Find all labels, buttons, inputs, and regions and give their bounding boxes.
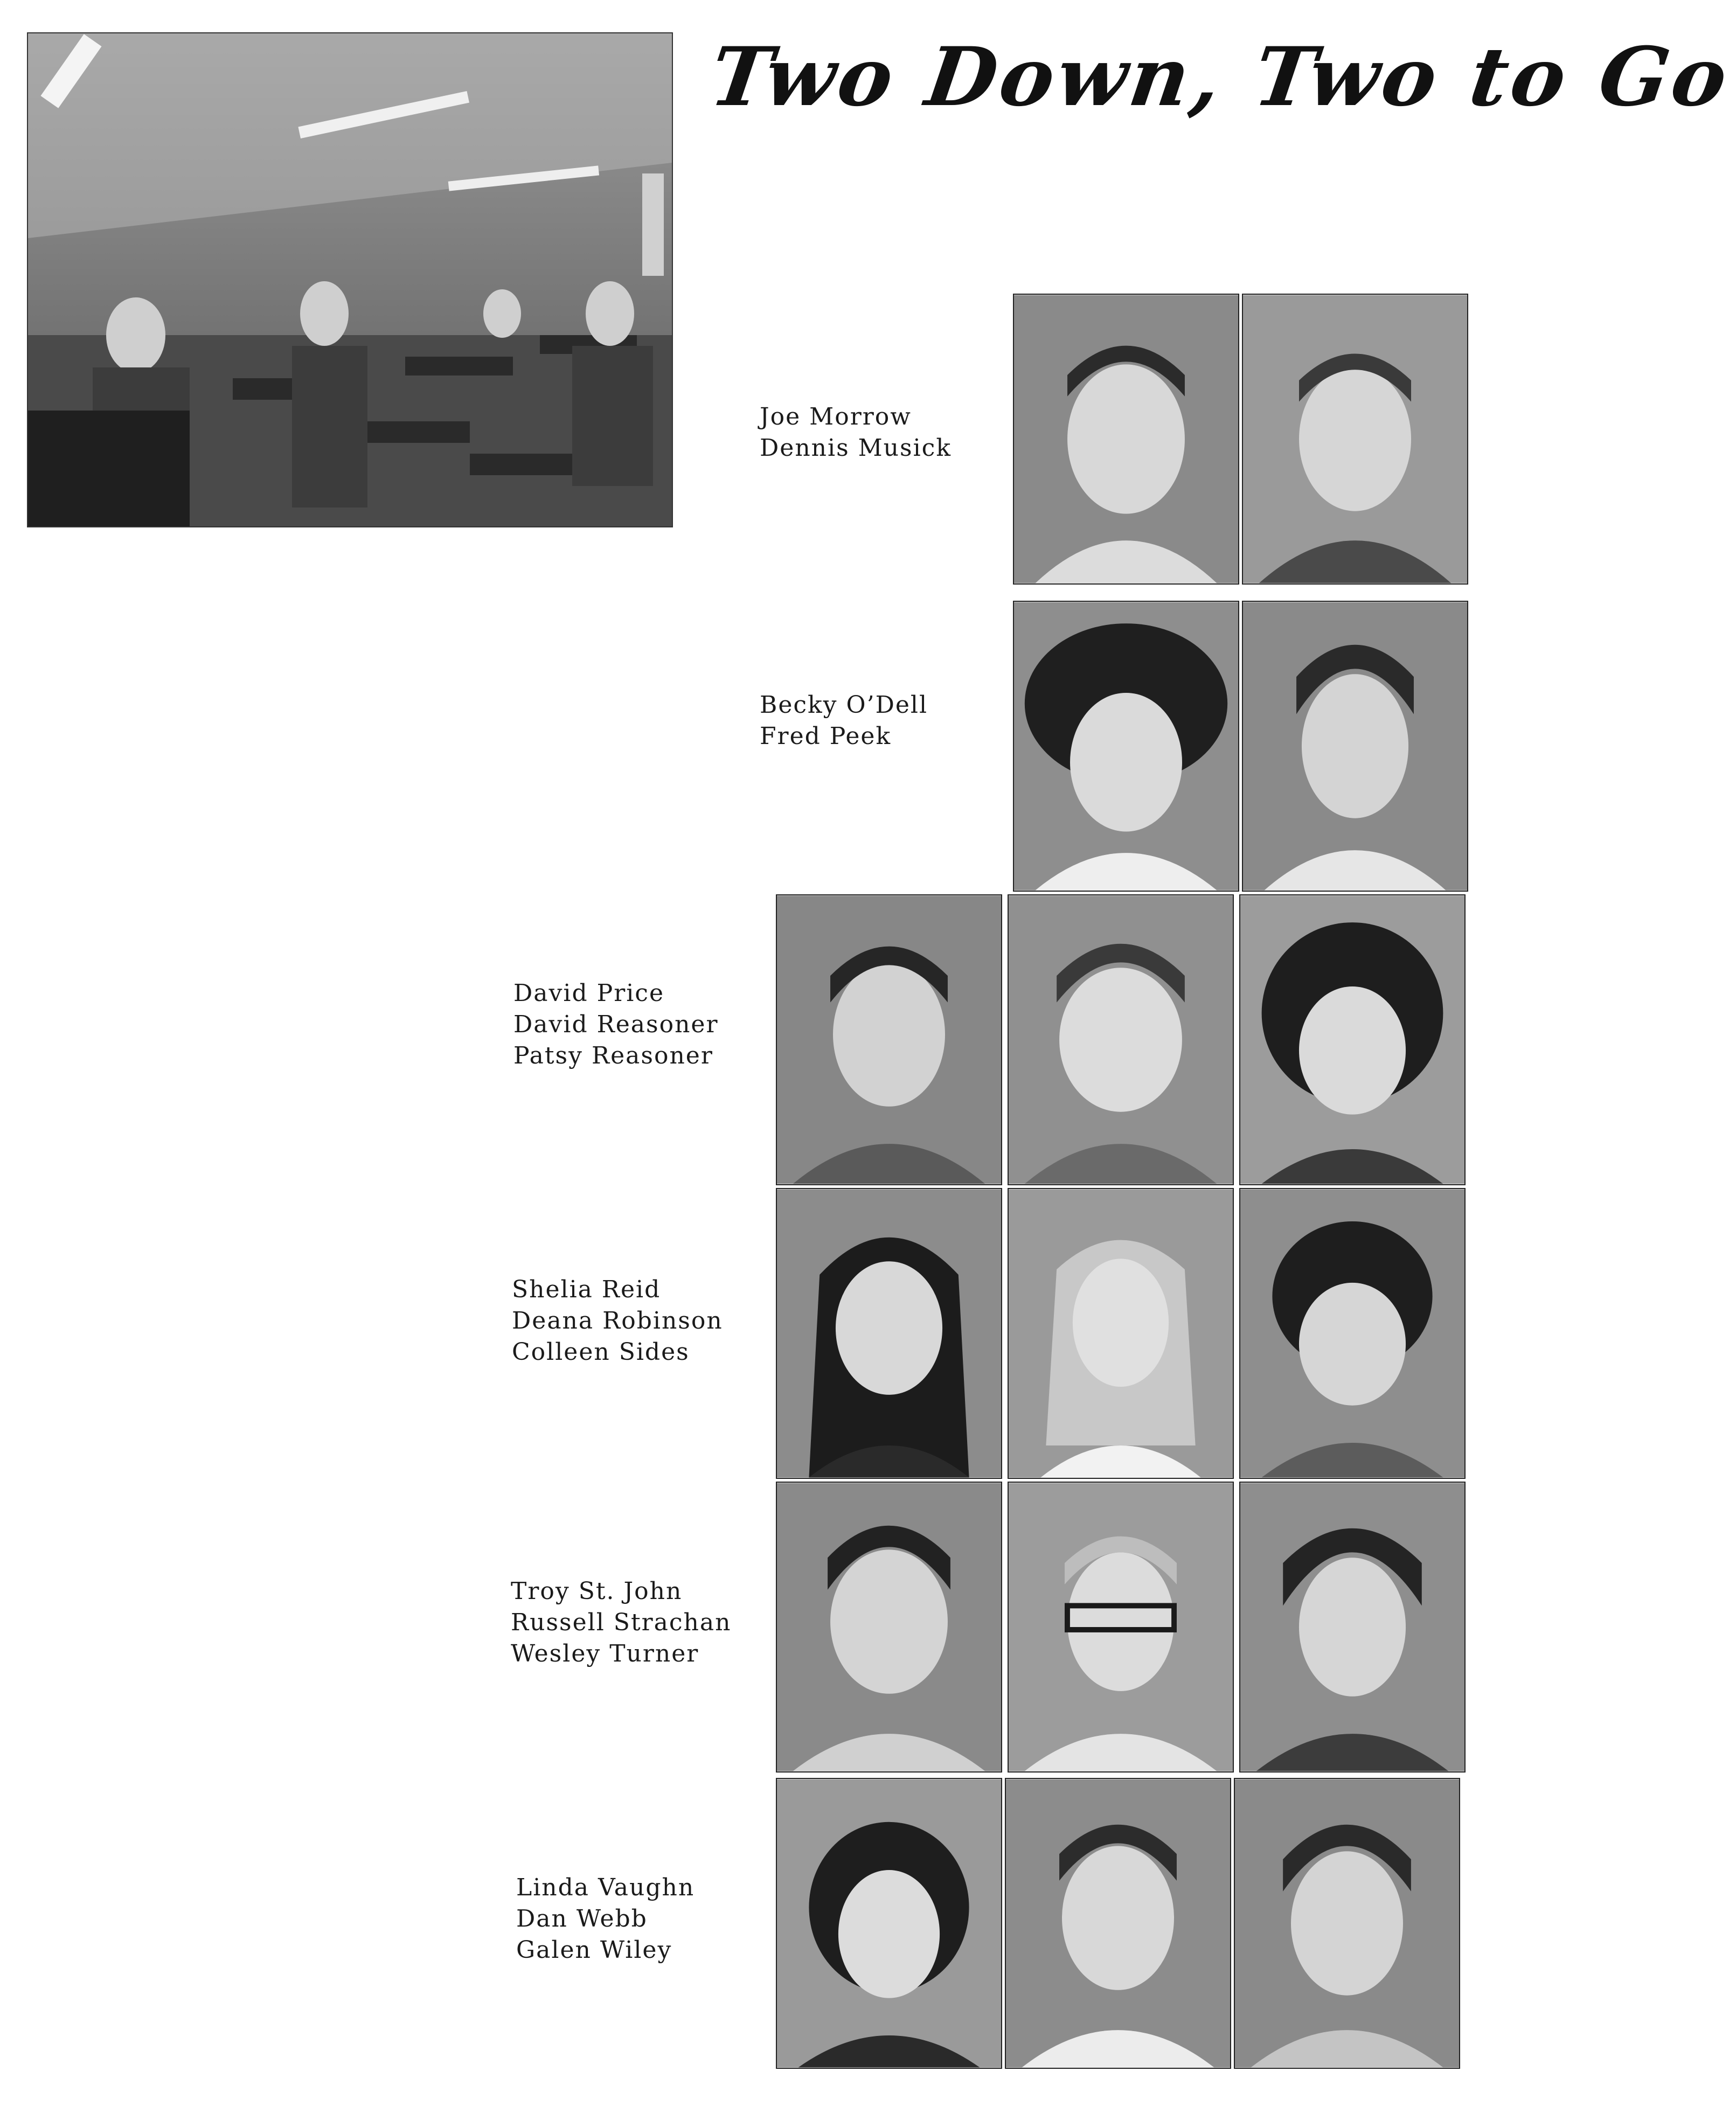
student-name: Shelia Reid: [512, 1276, 661, 1303]
student-name: Wesley Turner: [511, 1640, 699, 1667]
names-row-5: [511, 1576, 731, 1670]
names-row-2: [760, 690, 928, 752]
portrait-russell-strachan: [1008, 1482, 1234, 1773]
classroom-photo: [27, 32, 673, 527]
portrait-patsy-reasoner: [1239, 894, 1466, 1185]
student-name: Troy St. John: [511, 1577, 683, 1605]
portrait-dan-webb: [1005, 1778, 1231, 2069]
portrait-wesley-turner: [1239, 1482, 1466, 1773]
student-name: Becky O’Dell: [760, 691, 928, 719]
student-name: Galen Wiley: [516, 1936, 672, 1964]
student-name: David Reasoner: [513, 1011, 719, 1038]
portrait-dennis-musick: [1242, 294, 1468, 585]
names-row-6: [516, 1872, 695, 1966]
portrait-linda-vaughn: [776, 1778, 1002, 2069]
names-row-3: [513, 978, 718, 1072]
page-title: Two Down, Two to Go: [704, 30, 1736, 124]
names-row-4: [512, 1274, 723, 1368]
classroom-scene: [28, 33, 672, 526]
portrait-galen-wiley: [1234, 1778, 1460, 2069]
student-name: Linda Vaughn: [516, 1874, 695, 1901]
portrait-joe-morrow: [1013, 294, 1239, 585]
student-name: Fred Peek: [760, 722, 892, 750]
student-name: Joe Morrow: [760, 403, 912, 430]
portrait-colleen-sides: [1239, 1188, 1466, 1479]
portrait-shelia-reid: [776, 1188, 1002, 1479]
student-name: Russell Strachan: [511, 1609, 732, 1636]
student-name: Deana Robinson: [512, 1307, 723, 1334]
student-name: Dan Webb: [516, 1905, 648, 1933]
portrait-david-reasoner: [1008, 894, 1234, 1185]
student-name: David Price: [513, 979, 664, 1007]
portrait-troy-st-john: [776, 1482, 1002, 1773]
portrait-deana-robinson: [1008, 1188, 1234, 1479]
student-name: Dennis Musick: [760, 434, 952, 462]
portrait-becky-odell: [1013, 601, 1239, 892]
portrait-fred-peek: [1242, 601, 1468, 892]
portrait-david-price: [776, 894, 1002, 1185]
student-name: Patsy Reasoner: [513, 1042, 713, 1069]
student-name: Colleen Sides: [512, 1338, 690, 1366]
names-row-1: [760, 401, 952, 464]
